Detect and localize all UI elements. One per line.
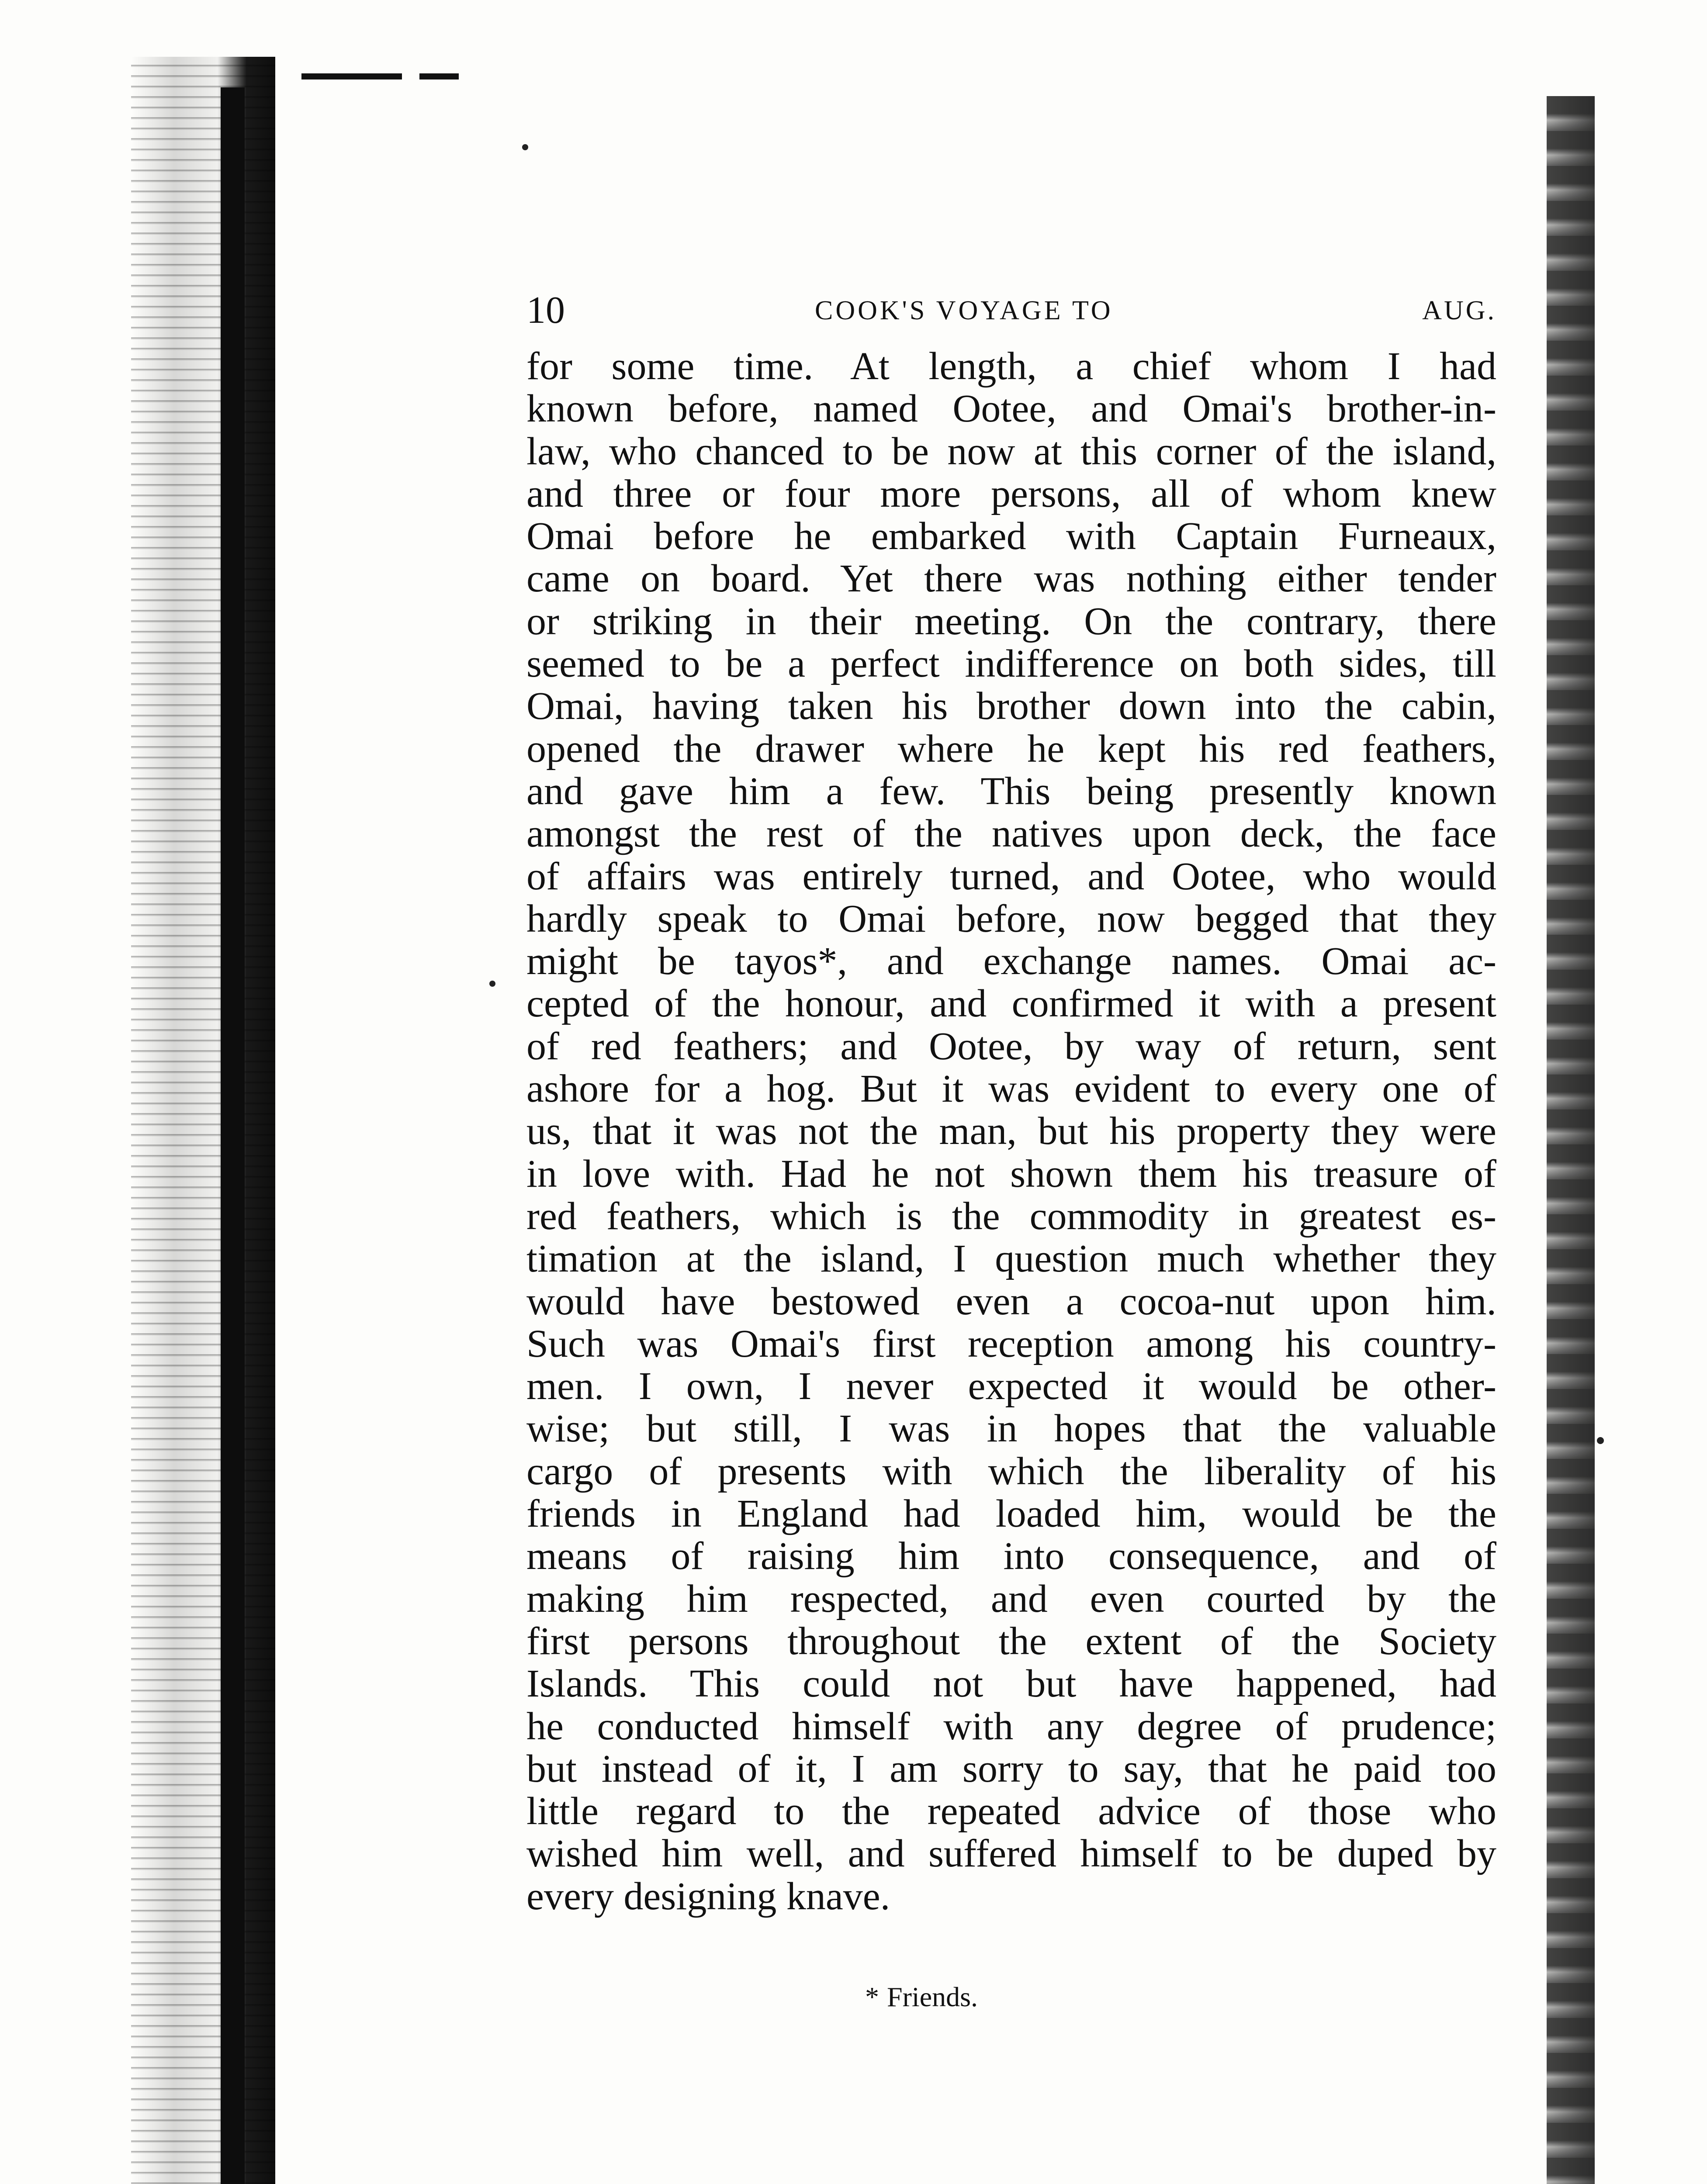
text-line: Omai, having taken his brother down into the cabin, <box>526 684 1496 728</box>
scan-speck <box>522 144 528 150</box>
text-line: cepted of the honour, and confirmed it with a present <box>526 982 1496 1026</box>
text-line: Omai before he embarked with Captain Furneaux, <box>526 515 1496 558</box>
text-line: cargo of presents with which the liberality of his <box>526 1449 1496 1493</box>
text-line: hardly speak to Omai before, now begged that they <box>526 897 1496 940</box>
left-binding-shadow <box>131 57 275 2184</box>
text-line: Such was Omai's first reception among his country- <box>526 1322 1496 1365</box>
text-line: and gave him a few. This being presently known <box>526 769 1496 813</box>
text-line: law, who chanced to be now at this corner of the island, <box>526 429 1496 473</box>
text-line: for some time. At length, a chief whom I had <box>526 345 1496 388</box>
text-line: wise; but still, I was in hopes that the valuable <box>526 1407 1496 1451</box>
text-line: in love with. Had he not shown them his treasure of <box>526 1152 1496 1196</box>
text-line: means of raising him into consequence, and of <box>526 1534 1496 1578</box>
text-line: he conducted himself with any degree of prudence; <box>526 1704 1496 1748</box>
text-line: red feathers, which is the commodity in greatest es- <box>526 1194 1496 1238</box>
text-line: or striking in their meeting. On the contrary, there <box>526 599 1496 643</box>
left-binding-edge <box>221 87 245 2184</box>
text-line: but instead of it, I am sorry to say, that he paid too <box>526 1747 1496 1790</box>
page-number: 10 <box>526 289 565 332</box>
text-line: timation at the island, I question much whether they <box>526 1237 1496 1281</box>
text-line: might be tayos*, and exchange names. Omai ac- <box>526 940 1496 983</box>
text-line: making him respected, and even courted by the <box>526 1577 1496 1621</box>
text-line: us, that it was not the man, but his property they were <box>526 1109 1496 1153</box>
scan-mark <box>419 73 459 79</box>
text-line: ashore for a hog. But it was evident to every one of <box>526 1067 1496 1111</box>
scan-mark <box>301 73 402 79</box>
text-line: of red feathers; and Ootee, by way of return, sent <box>526 1024 1496 1068</box>
text-line: opened the drawer where he kept his red feathers, <box>526 727 1496 771</box>
text-line: friends in England had loaded him, would be the <box>526 1492 1496 1536</box>
text-line: men. I own, I never expected it would be other- <box>526 1365 1496 1408</box>
running-title: COOK'S VOYAGE TO <box>815 296 1113 325</box>
text-line: came on board. Yet there was nothing either tender <box>526 557 1496 601</box>
text-line: would have bestowed even a cocoa-nut upon him. <box>526 1279 1496 1323</box>
body-paragraph <box>526 345 1496 1918</box>
running-date: AUG. <box>1422 296 1496 325</box>
text-line: seemed to be a perfect indifference on both sides, till <box>526 642 1496 686</box>
right-page-edge <box>1547 96 1595 2184</box>
text-line: every designing knave. <box>526 1874 890 1918</box>
text-line: and three or four more persons, all of whom knew <box>526 472 1496 515</box>
scan-speck <box>489 981 495 987</box>
text-line: Islands. This could not but have happened, had <box>526 1662 1496 1706</box>
text-block <box>526 288 1496 1918</box>
text-line: little regard to the repeated advice of those who <box>526 1790 1496 1833</box>
text-line: amongst the rest of the natives upon deck, the face <box>526 812 1496 856</box>
text-line: wished him well, and suffered himself to be duped by <box>526 1832 1496 1876</box>
text-line: known before, named Ootee, and Omai's brother-in- <box>526 387 1496 431</box>
footnote-mark: * <box>865 1981 879 2012</box>
text-line: first persons throughout the extent of the Society <box>526 1619 1496 1663</box>
footnote-text: Friends. <box>887 1981 978 2012</box>
scan-speck <box>1597 1437 1604 1444</box>
text-line: of affairs was entirely turned, and Ootee, who would <box>526 854 1496 898</box>
running-header <box>526 288 1496 341</box>
footnote <box>865 1981 978 2013</box>
